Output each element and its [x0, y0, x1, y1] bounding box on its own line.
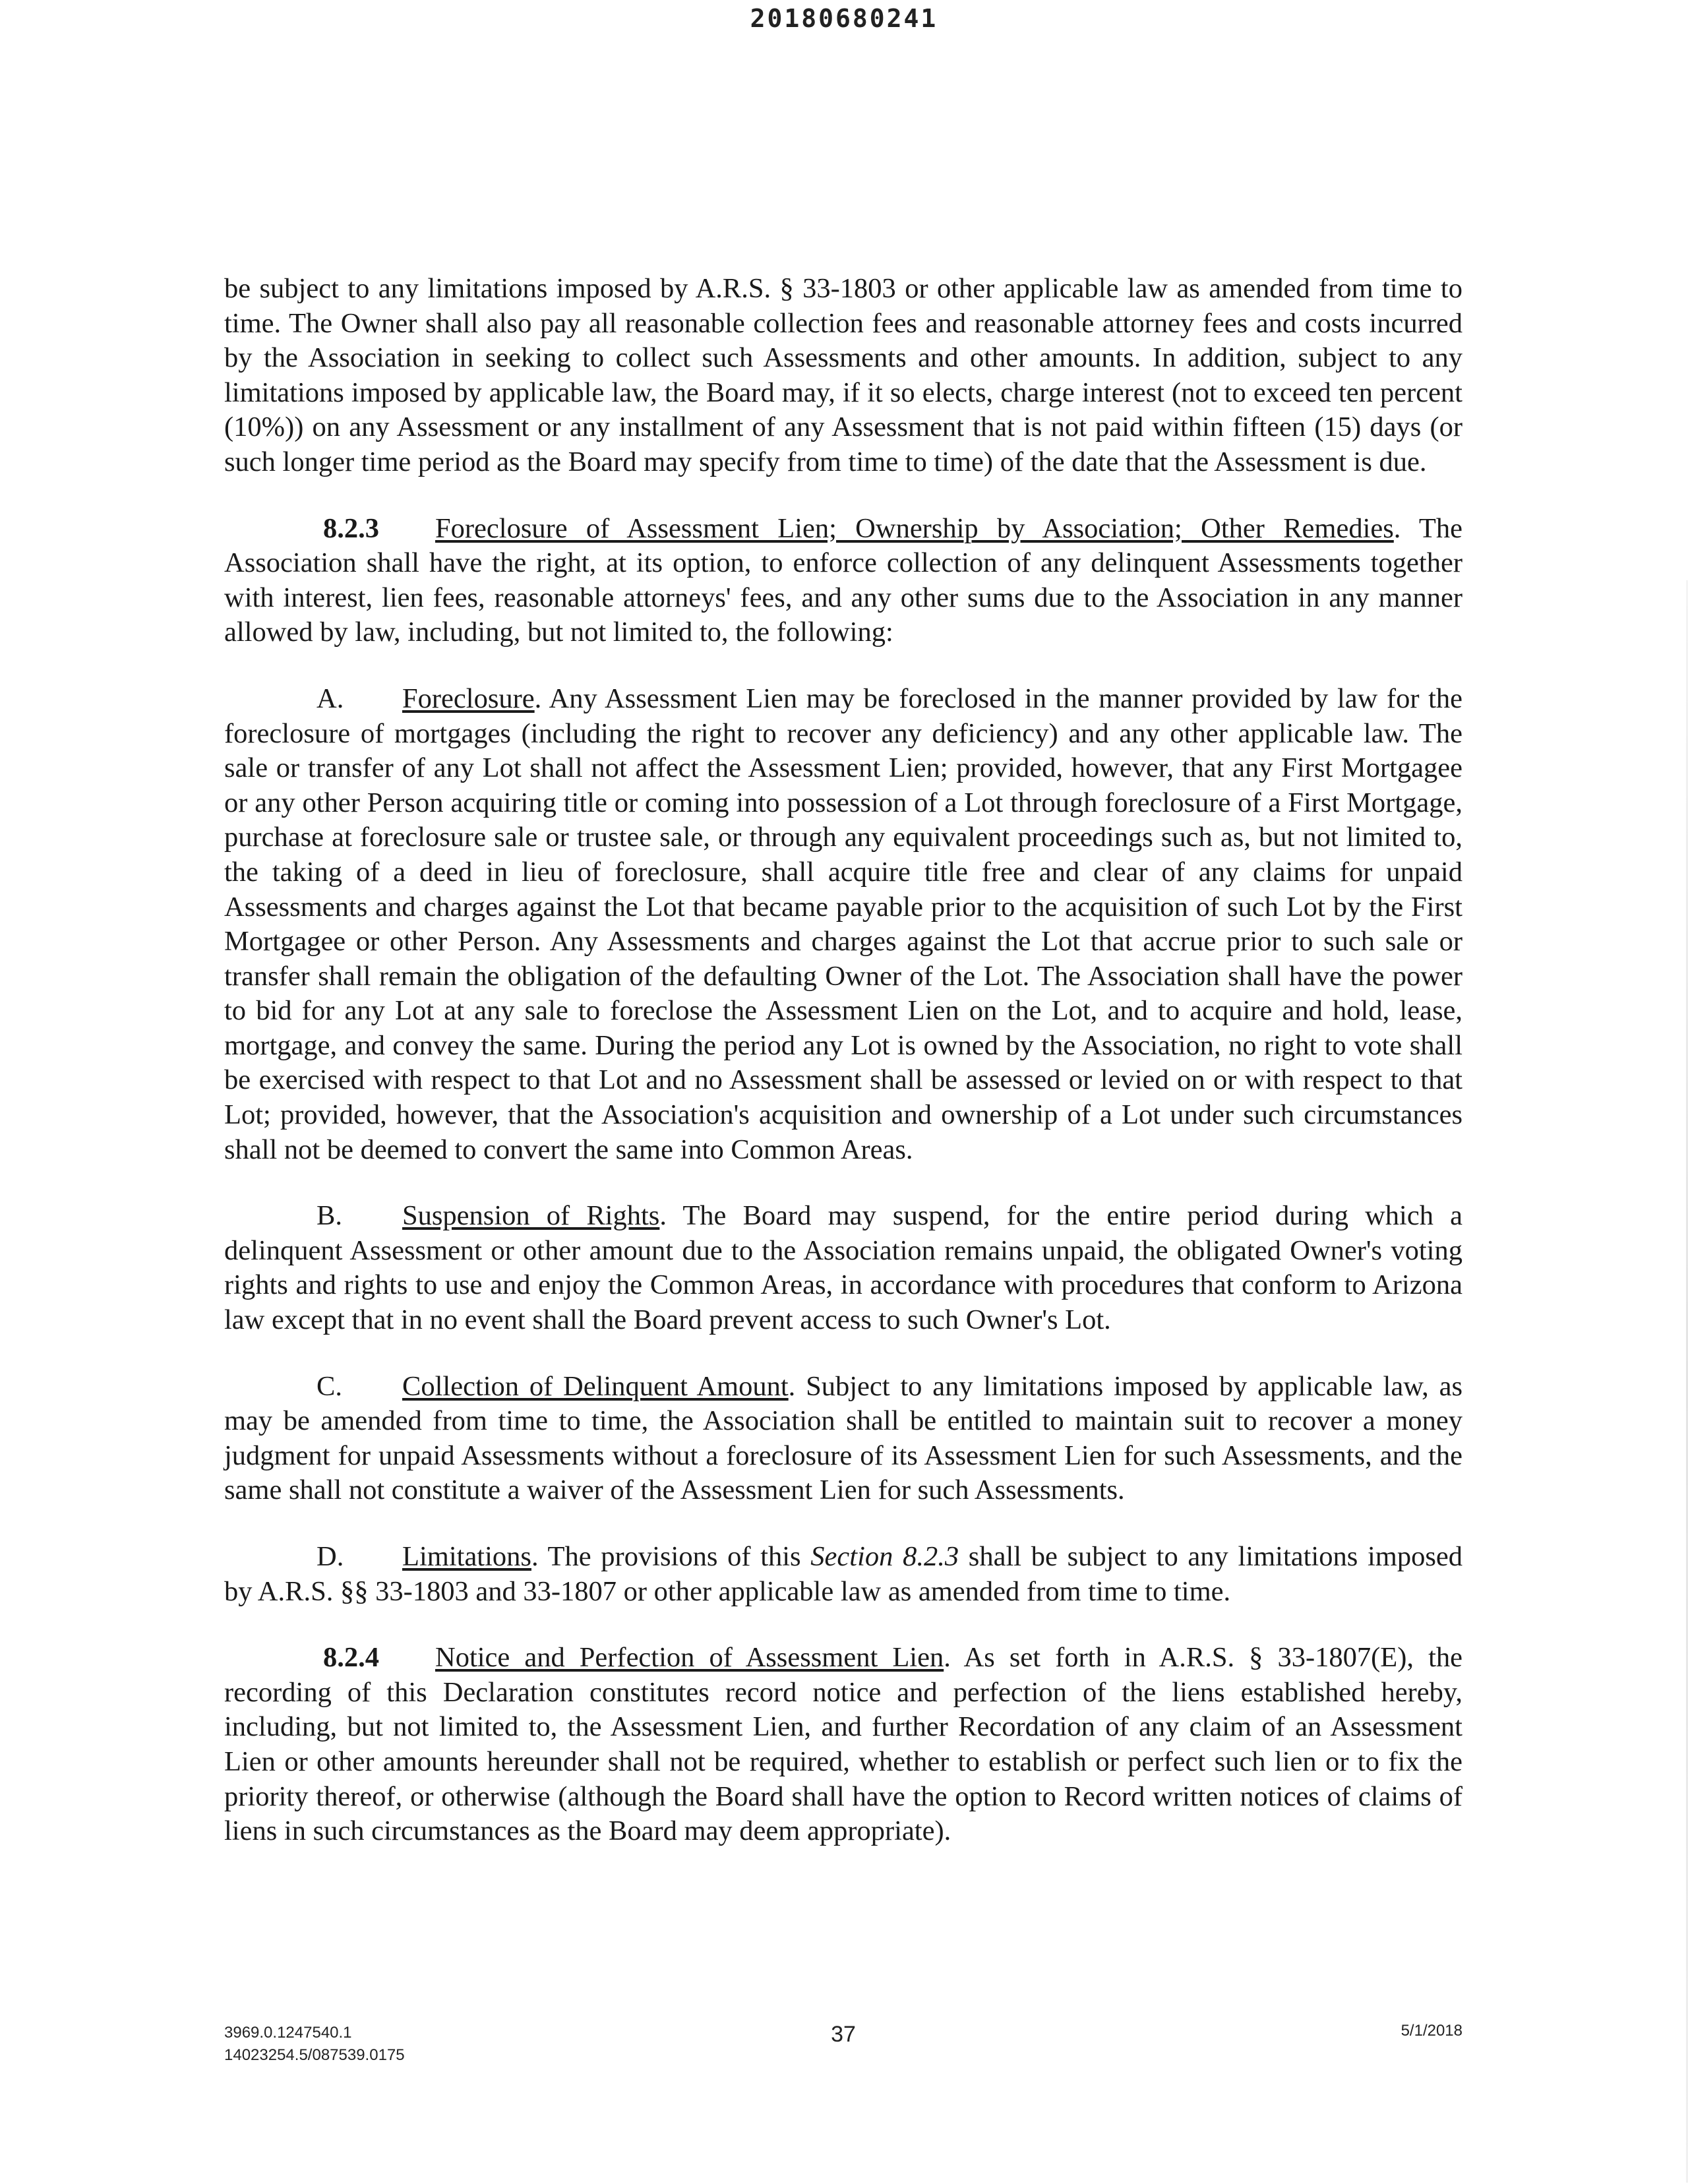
subsection-title: Collection of Delinquent Amount	[402, 1370, 789, 1402]
section-number: 8.2.3	[323, 512, 379, 544]
subsection-title: Suspension of Rights	[402, 1200, 660, 1232]
subsection-d	[224, 1540, 1462, 1609]
section-text: . As set forth in A.R.S. § 33-1807(E), the recording of this Declaration constitutes record notice and perfection of the liens established hereby, including, but not limited to, the Assessment Lien, and further Recordation of any claim of an Assessment Lien or other amounts hereunder shall not be required, whether to establish or perfect such lien or to fix the priority thereof, or otherwise (although the Board shall have the option to Record written notices of claims of liens in such circumstances as the Board may deem appropriate).	[224, 1642, 1462, 1847]
subsection-title: Foreclosure	[402, 682, 535, 714]
section-8-2-4	[224, 1641, 1462, 1849]
footer-date: 5/1/2018	[1401, 2022, 1462, 2040]
subsection-title: Limitations	[402, 1541, 531, 1572]
page-number: 37	[831, 2022, 856, 2047]
continuation-paragraph	[224, 272, 1462, 480]
footer-doc-id-2: 14023254.5/087539.0175	[224, 2046, 405, 2064]
subsection-a	[224, 682, 1462, 1167]
subsection-letter: D.	[316, 1541, 344, 1572]
section-title: Foreclosure of Assessment Lien; Ownership by Association; Other Remedies	[435, 512, 1394, 544]
subsection-letter: B.	[316, 1200, 342, 1232]
subsection-b	[224, 1199, 1462, 1337]
subsection-letter: C.	[316, 1370, 342, 1402]
subsection-c	[224, 1370, 1462, 1508]
subsection-letter: A.	[316, 682, 344, 714]
section-title: Notice and Perfection of Assessment Lien	[435, 1642, 944, 1674]
section-8-2-3	[224, 512, 1462, 650]
section-text: . The Association shall have the right, at its option, to enforce collection of any delinquent Assessments together with interest, lien fees, reasonable attorneys' fees, and any other sums due to the Association in any manner allowed by law, including, but not limited to, the following:	[224, 512, 1463, 648]
subsection-text: . Subject to any limitations imposed by applicable law, as may be amended from time to time, the Association shall be entitled to maintain suit to recover a money judgment for unpaid Assessments without a foreclosure of its Assessment Lien for such Assessments, and the same shall not constitute a waiver of the Assessment Lien for such Assessments.	[224, 1370, 1462, 1506]
document-body	[224, 272, 1462, 1849]
subsection-text: . The provisions of this	[531, 1541, 811, 1572]
subsection-text-tail: shall be subject to any limitations imposed by A.R.S. §§ 33-1803 and 33-1807 or other applicable law as amended from time to time.	[224, 1541, 1462, 1607]
footer-doc-id-1: 3969.0.1247540.1	[224, 2024, 352, 2042]
section-reference: Section 8.2.3	[810, 1541, 959, 1572]
recording-number: 20180680241	[750, 4, 938, 33]
subsection-text: . The Board may suspend, for the entire period during which a delinquent Assessment or other amount due to the Association remains unpaid, the obligated Owner's voting rights and rights to use and enjoy the Common Areas, in accordance with procedures that conform to Arizona law except that in no event shall the Board prevent access to such Owner's Lot.	[224, 1200, 1462, 1336]
continuation-text: be subject to any limitations imposed by A.R.S. § 33-1803 or other applicable law as amended from time to time. The Owner shall also pay all reasonable collection fees and reasonable attorney fees and costs incurred by the Association in seeking to collect such Assessments and other amounts. In addition, subject to any limitations imposed by applicable law, the Board may, if it so elects, charge interest (not to exceed ten percent (10%)) on any Assessment or any installment of any Assessment that is not paid within fifteen (15) days (or such longer time period as the Board may specify from time to time) of the date that the Assessment is due.	[224, 273, 1462, 477]
section-number: 8.2.4	[323, 1642, 379, 1674]
subsection-text: . Any Assessment Lien may be foreclosed in the manner provided by law for the foreclosure of mortgages (including the right to recover any deficiency) and any other applicable law. The sale or transfer of any Lot shall not affect the Assessment Lien; provided, however, that any First Mortgagee or any other Person acquiring title or coming into possession of a Lot through foreclosure of a First Mortgage, purchase at foreclosure sale or trustee sale, or through any equivalent proceedings such as, but not limited to, the taking of a deed in lieu of foreclosure, shall acquire title free and clear of any claims for unpaid Assessments and charges against the Lot that became payable prior to the acquisition of such Lot by the First Mortgagee or other Person. Any Assessments and charges against the Lot that accrue prior to such sale or transfer shall remain the obligation of the defaulting Owner of the Lot. The Association shall have the power to bid for any Lot at any sale to foreclose the Assessment Lien on the Lot, and to acquire and hold, lease, mortgage, and convey the same. During the period any Lot is owned by the Association, no right to vote shall be exercised with respect to that Lot and no Assessment shall be assessed or levied on or with respect to that Lot; provided, however, that the Association's acquisition and ownership of a Lot under such circumstances shall not be deemed to convert the same into Common Areas.	[224, 682, 1462, 1165]
